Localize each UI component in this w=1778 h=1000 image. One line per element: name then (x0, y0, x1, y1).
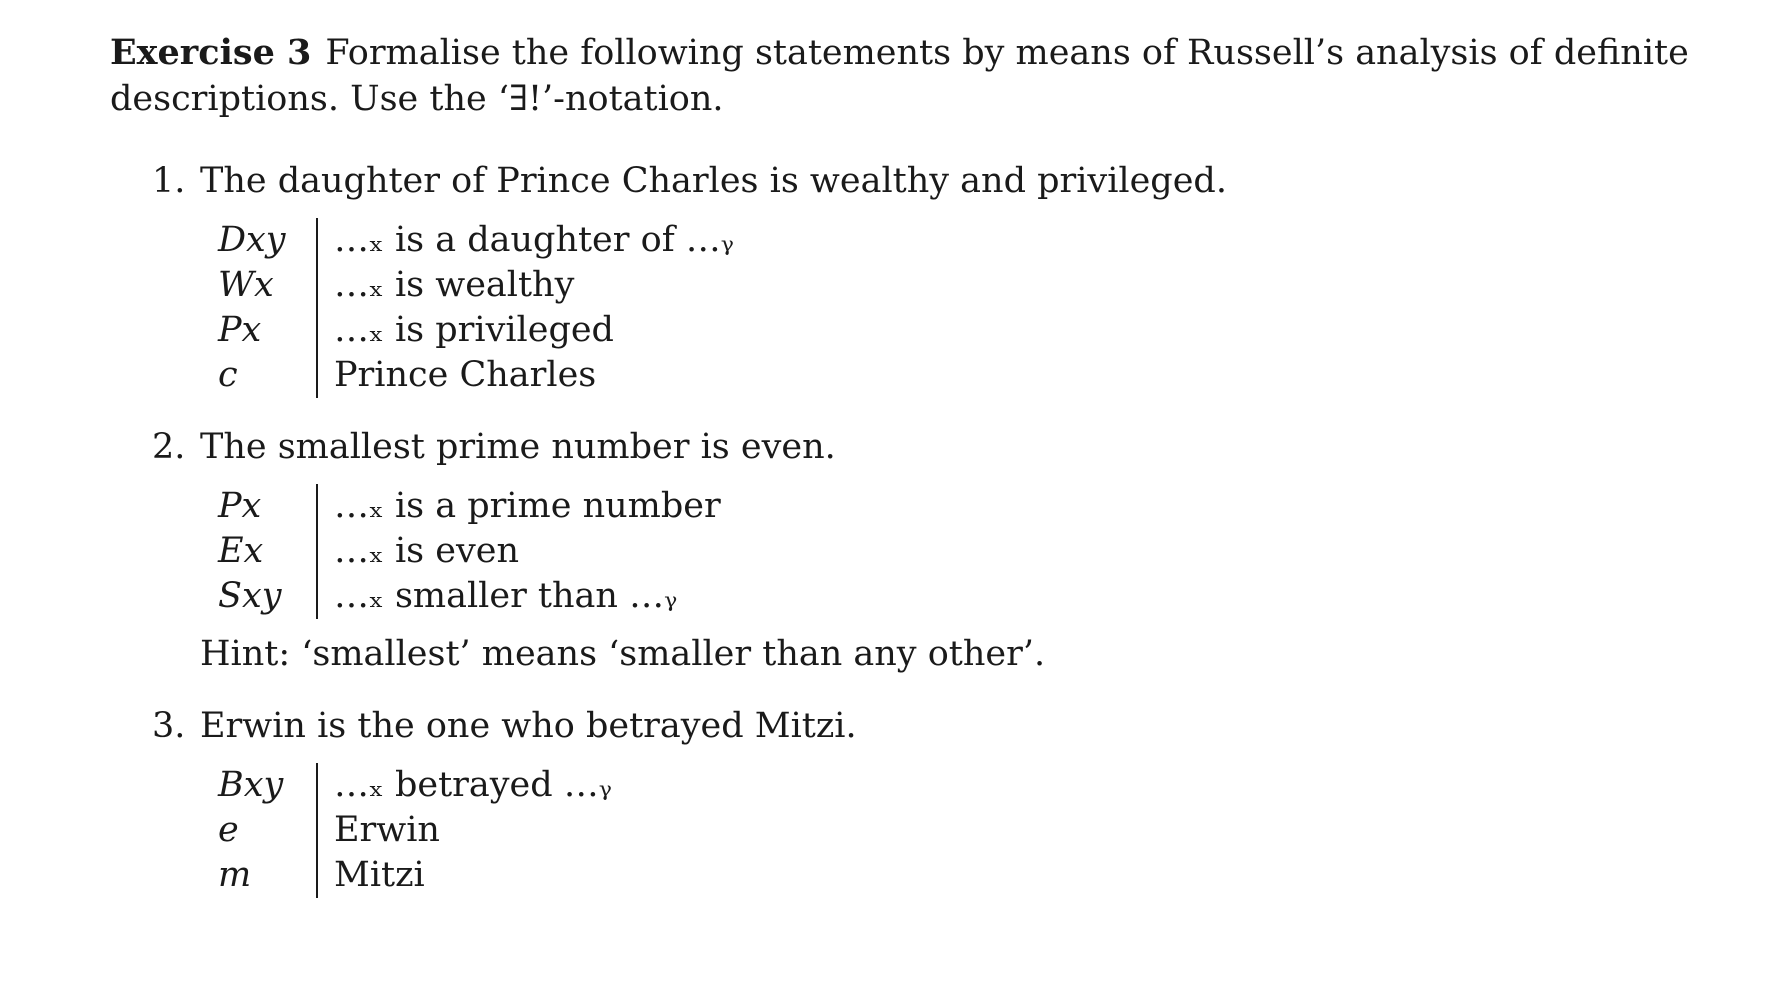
hint-text: Hint: ‘smallest’ means ‘smaller than any other’. (200, 634, 1046, 674)
translation-key (218, 484, 721, 619)
key-row (218, 353, 734, 398)
key-symbol: c (218, 353, 317, 398)
key-meaning: …ₓ is even (334, 531, 519, 571)
key-meaning: …ₓ is privileged (334, 310, 614, 350)
key-meaning: Erwin (334, 810, 440, 850)
key-row (218, 263, 734, 308)
key-meaning: …ₓ is a prime number (334, 486, 721, 526)
key-meaning: Prince Charles (334, 355, 597, 395)
key-row (218, 484, 721, 529)
key-row (218, 808, 612, 853)
key-meaning: …ₓ is wealthy (334, 265, 575, 305)
key-symbol: Wx (218, 263, 317, 308)
key-row (218, 529, 721, 574)
key-row (218, 218, 734, 263)
key-symbol: e (218, 808, 317, 853)
exercise-page (110, 30, 1730, 924)
key-row (218, 574, 721, 619)
key-meaning: …ₓ betrayed …ᵧ (334, 765, 612, 805)
item-statement: The daughter of Prince Charles is wealthy and privileged. (200, 161, 1227, 201)
key-symbol: Px (218, 308, 317, 353)
key-row (218, 853, 612, 898)
statement-list (152, 158, 1730, 898)
exercise-label: Exercise 3 (110, 32, 312, 73)
key-symbol: Dxy (218, 218, 317, 263)
translation-key (218, 763, 612, 898)
key-symbol: Px (218, 484, 317, 529)
key-row (218, 763, 612, 808)
key-symbol: m (218, 853, 317, 898)
exercise-heading (110, 30, 1730, 122)
key-row (218, 308, 734, 353)
item-statement: The smallest prime number is even. (200, 427, 836, 467)
key-symbol: Ex (218, 529, 317, 574)
item-number: 3. (152, 706, 186, 746)
key-symbol: Sxy (218, 574, 317, 619)
exercise-instructions: Formalise the following statements by means of Russell’s analysis of definite descriptions. Use the ‘∃!’-notation. (110, 33, 1689, 119)
key-meaning: Mitzi (334, 855, 425, 895)
item-statement: Erwin is the one who betrayed Mitzi. (200, 706, 857, 746)
translation-key (218, 218, 734, 398)
list-item (152, 424, 1730, 677)
list-item (152, 703, 1730, 898)
list-item (152, 158, 1730, 398)
key-meaning: …ₓ is a daughter of …ᵧ (334, 220, 734, 260)
key-meaning: …ₓ smaller than …ᵧ (334, 576, 678, 616)
item-number: 2. (152, 427, 186, 467)
item-number: 1. (152, 161, 186, 201)
key-symbol: Bxy (218, 763, 317, 808)
